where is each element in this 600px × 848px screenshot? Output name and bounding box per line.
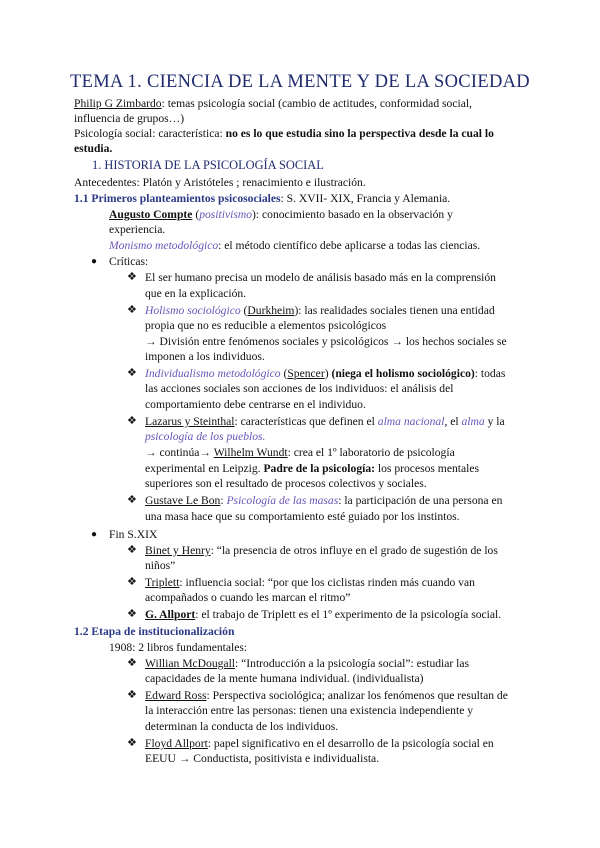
critica-4-line-5: superiores son el resultado de procesos colectivos y sociales. — [145, 477, 427, 490]
critica-3-line-1: Individualismo metodológico (Spencer) (niega el holismo sociológico): todas — [145, 367, 506, 380]
diamond-bullet-icon: ❖ — [127, 304, 137, 316]
zimbardo-name: Philip G Zimbardo — [74, 97, 162, 110]
monismo-line: Monismo metodológico: el método científico debe aplicarse a todas las ciencias. — [109, 239, 481, 252]
section-heading-historia: 1. HISTORIA DE LA PSICOLOGÍA SOCIAL — [92, 158, 324, 172]
critica-4-line-4: experimental en Leipzig. Padre de la psicología: los procesos mentales — [145, 462, 480, 475]
bullet-icon: ● — [91, 256, 98, 267]
diamond-bullet-icon: ❖ — [127, 494, 137, 506]
book-2-line-3: determinan la conducta de los individuos. — [145, 720, 339, 733]
antecedentes: Antecedentes: Platón y Aristóteles ; renacimiento e ilustración. — [74, 176, 366, 189]
book-2-line-2: la interacción entre las personas: tienen una existencia independiente y — [145, 704, 474, 717]
critica-1-line-2: que en la explicación. — [145, 287, 247, 300]
critica-4-line-3: → continúa→ Wilhelm Wundt: crea el 1º laboratorio de psicología — [145, 446, 455, 459]
diamond-bullet-icon: ❖ — [127, 689, 137, 701]
fin-1-line-2: niños” — [145, 559, 176, 572]
comte-line: Augusto Compte (positivismo): conocimiento basado en la observación y — [109, 208, 453, 221]
fin-3-line-1: G. Allport: el trabajo de Triplett es el 1º experimento de la psicología social. — [145, 608, 502, 621]
subsection-heading-1-2: 1.2 Etapa de institucionalización — [74, 625, 235, 638]
book-2-line-1: Edward Ross: Perspectiva sociológica; analizar los fenómenos que resultan de — [145, 689, 508, 702]
critica-2-line-4: imponen a los individuos. — [145, 350, 265, 363]
ps-line: Psicología social: característica: no es lo que estudia sino la perspectiva desde la cual lo — [74, 127, 494, 140]
critica-4-line-1: Lazarus y Steinthal: características que definen el alma nacional, el alma y la — [145, 415, 505, 428]
page-title: TEMA 1. CIENCIA DE LA MENTE Y DE LA SOCIEDAD — [70, 72, 530, 92]
subsection-heading-1-1: 1.1 Primeros planteamientos psicosociales: S. XVII- XIX, Francia y Alemania. — [74, 192, 451, 205]
critica-2-line-2: propia que no es reducible a elementos psicológicos — [145, 319, 387, 332]
book-1-line-2: capacidades de la mente humana individual. (individualista) — [145, 672, 424, 685]
fin-label: Fin S.XIX — [109, 528, 158, 541]
zimbardo-line: Philip G Zimbardo: temas psicología social (cambio de actitudes, conformidad social, — [74, 97, 472, 110]
year-line: 1908: 2 libros fundamentales: — [109, 641, 248, 654]
critica-2-line-1: Holismo sociológico (Durkheim): las realidades sociales tienen una entidad — [145, 304, 495, 317]
diamond-bullet-icon: ❖ — [127, 271, 137, 283]
diamond-bullet-icon: ❖ — [127, 608, 137, 620]
critica-3-line-3: comportamiento debe centrarse en el individuo. — [145, 398, 366, 411]
bullet-icon: ● — [91, 529, 98, 540]
critica-1-line-1: El ser humano precisa un modelo de análisis basado más en la comprensión — [145, 271, 496, 284]
book-3-line-1: Floyd Allport: papel significativo en el desarrollo de la psicología social en — [145, 737, 494, 750]
critica-4-line-2: psicología de los pueblos. — [145, 430, 266, 443]
book-1-line-1: Willian McDougall: “Introducción a la psicología social”: estudiar las — [145, 657, 470, 670]
ps-line-2: estudia. — [74, 142, 113, 155]
critica-5-line-1: Gustave Le Bon: Psicología de las masas: la participación de una persona en — [145, 494, 503, 507]
comte-line-2: experiencia. — [109, 223, 166, 236]
fin-2-line-2: acompañados o cuando les marcan el ritmo” — [145, 591, 351, 604]
fin-1-line-1: Binet y Henry: “la presencia de otros influye en el grado de sugestión de los — [145, 544, 498, 557]
diamond-bullet-icon: ❖ — [127, 737, 137, 749]
book-3-line-2: EEUU → Conductista, positivista e individualista. — [145, 752, 380, 765]
critica-5-line-2: una masa hace que su comportamiento esté guiado por los instintos. — [145, 510, 460, 523]
zimbardo-line-2: influencia de grupos…) — [74, 112, 185, 125]
diamond-bullet-icon: ❖ — [127, 415, 137, 427]
critica-3-line-2: las acciones sociales son acciones de los individuos: el análisis del — [145, 382, 454, 395]
criticas-label: Críticas: — [109, 255, 149, 268]
diamond-bullet-icon: ❖ — [127, 367, 137, 379]
diamond-bullet-icon: ❖ — [127, 576, 137, 588]
diamond-bullet-icon: ❖ — [127, 657, 137, 669]
critica-2-line-3: → División entre fenómenos sociales y psicológicos → los hechos sociales se — [145, 335, 507, 348]
fin-2-line-1: Triplett: influencia social: “por que los ciclistas rinden más cuando van — [145, 576, 475, 589]
diamond-bullet-icon: ❖ — [127, 544, 137, 556]
